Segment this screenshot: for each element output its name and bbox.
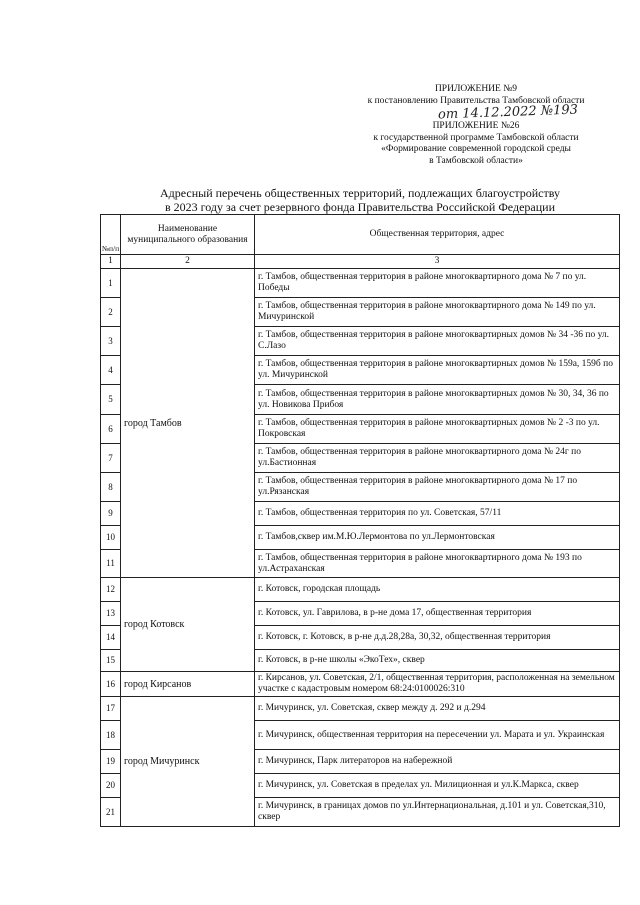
territory-address: г. Тамбов, общественная территория в районе многоквартирных домов № 34 -36 по ул. С.Лазо [255,327,620,356]
municipality-cell: город Тамбов [121,269,255,578]
row-number: 16 [101,672,121,697]
row-number: 1 [101,269,121,298]
municipality-cell: город Мичуринск [121,697,255,827]
table-row [101,269,620,298]
territory-address: г. Тамбов, общественная территория в районе многоквартирных домов № 30, 34, 36 по ул. Новикова Прибоя [255,385,620,415]
territory-address: г. Котовск, ул. Гаврилова, в р-не дома 17, общественная территория [255,602,620,626]
program-header [346,121,606,167]
program-line-3: в Тамбовской области» [429,155,523,166]
header-municipality: Наименование муниципального образования [121,215,255,255]
header-number: №п/п [101,215,121,255]
header-territory: Общественная территория, адрес [255,215,620,255]
row-number: 11 [101,550,121,578]
territory-address: г. Котовск, г. Котовск, в р-не д.д.28,28а, 30,32, общественная территория [255,626,620,650]
territory-address: г. Мичуринск, Парк литераторов на набережной [255,750,620,774]
row-number: 20 [101,774,121,798]
document-title [100,186,620,214]
program-line-1: к государственной программе Тамбовской области [373,132,579,143]
territory-address: г. Тамбов, общественная территория в районе многоквартирных домов № 159а, 159б по ул. Мичуринской [255,356,620,385]
territory-address: г. Тамбов, общественная территория в районе многоквартирных домов № 2 -3 по ул. Покровская [255,415,620,444]
resolution-line: к постановлению Правительства Тамбовской области [367,95,585,106]
appendix-9-label: ПРИЛОЖЕНИЕ №9 [434,84,518,94]
row-number: 17 [101,697,121,721]
row-number: 6 [101,415,121,444]
territory-address: г. Котовск, в р-не школы «ЭкоТех», сквер [255,650,620,672]
row-number: 3 [101,327,121,356]
territory-address: г. Тамбов, общественная территория в районе многоквартирного дома № 17 по ул.Рязанская [255,473,620,502]
row-number: 8 [101,473,121,502]
municipality-cell: город Кирсанов [121,672,255,697]
table-body [101,269,620,827]
territory-address: г. Тамбов, общественная территория в районе многоквартирного дома № 24г по ул.Бастионная [255,444,620,473]
territory-address: г. Котовск, городская площадь [255,578,620,602]
territory-address: г. Мичуринск, общественная территория на пересечении ул. Марата и ул. Украинская [255,721,620,750]
row-number: 21 [101,798,121,827]
row-number: 5 [101,385,121,415]
territory-address: г. Тамбов,сквер им.М.Ю.Лермонтова по ул.Лермонтовская [255,526,620,550]
col-number-2: 2 [121,255,255,269]
territory-address: г. Тамбов, общественная территория в районе многоквартирного дома № 193 по ул.Астраханская [255,550,620,578]
program-line-2: «Формирование современной городской среды [381,144,571,154]
table-row [101,672,620,697]
row-number: 7 [101,444,121,473]
table-row [101,697,620,721]
row-number: 19 [101,750,121,774]
handwritten-date-number: от 14.12.2022 №193 [437,102,579,123]
col-number-3: 3 [255,255,620,269]
row-number: 9 [101,502,121,526]
territories-table [100,214,620,827]
title-line-2: в 2023 году за счет резервного фонда Правительства Российской Федерации [164,200,555,214]
row-number: 2 [101,298,121,327]
table-row [101,578,620,602]
col-number-1: 1 [101,255,121,269]
row-number: 18 [101,721,121,750]
territory-address: г. Тамбов, общественная территория в районе многоквартирного дома № 7 по ул. Победы [255,269,620,298]
municipality-cell: город Котовск [121,578,255,672]
row-number: 15 [101,650,121,672]
row-number: 14 [101,626,121,650]
territory-address: г. Тамбов, общественная территория по ул. Советская, 57/11 [255,502,620,526]
territory-address: г. Мичуринск, ул. Советская, сквер между д. 292 и д.294 [255,697,620,721]
row-number: 4 [101,356,121,385]
territory-address: г. Кирсанов, ул. Советская, 2/1, общественная территория, расположенная на земельном участке с кадастровым номером 68:24:0100026:310 [255,672,620,697]
title-line-1: Адресный перечень общественных территорий, подлежащих благоустройству [160,186,560,200]
row-number: 10 [101,526,121,550]
row-number: 12 [101,578,121,602]
territory-address: г. Мичуринск, ул. Советская в пределах ул. Милиционная и ул.К.Маркса, сквер [255,774,620,798]
appendix-26-label: ПРИЛОЖЕНИЕ №26 [432,121,520,131]
row-number: 13 [101,602,121,626]
territory-address: г. Мичуринск, в границах домов по ул.Интернациональная, д.101 и ул. Советская,310, сквер [255,798,620,827]
territory-address: г. Тамбов, общественная территория в районе многоквартирного дома № 149 по ул. Мичуринской [255,298,620,327]
